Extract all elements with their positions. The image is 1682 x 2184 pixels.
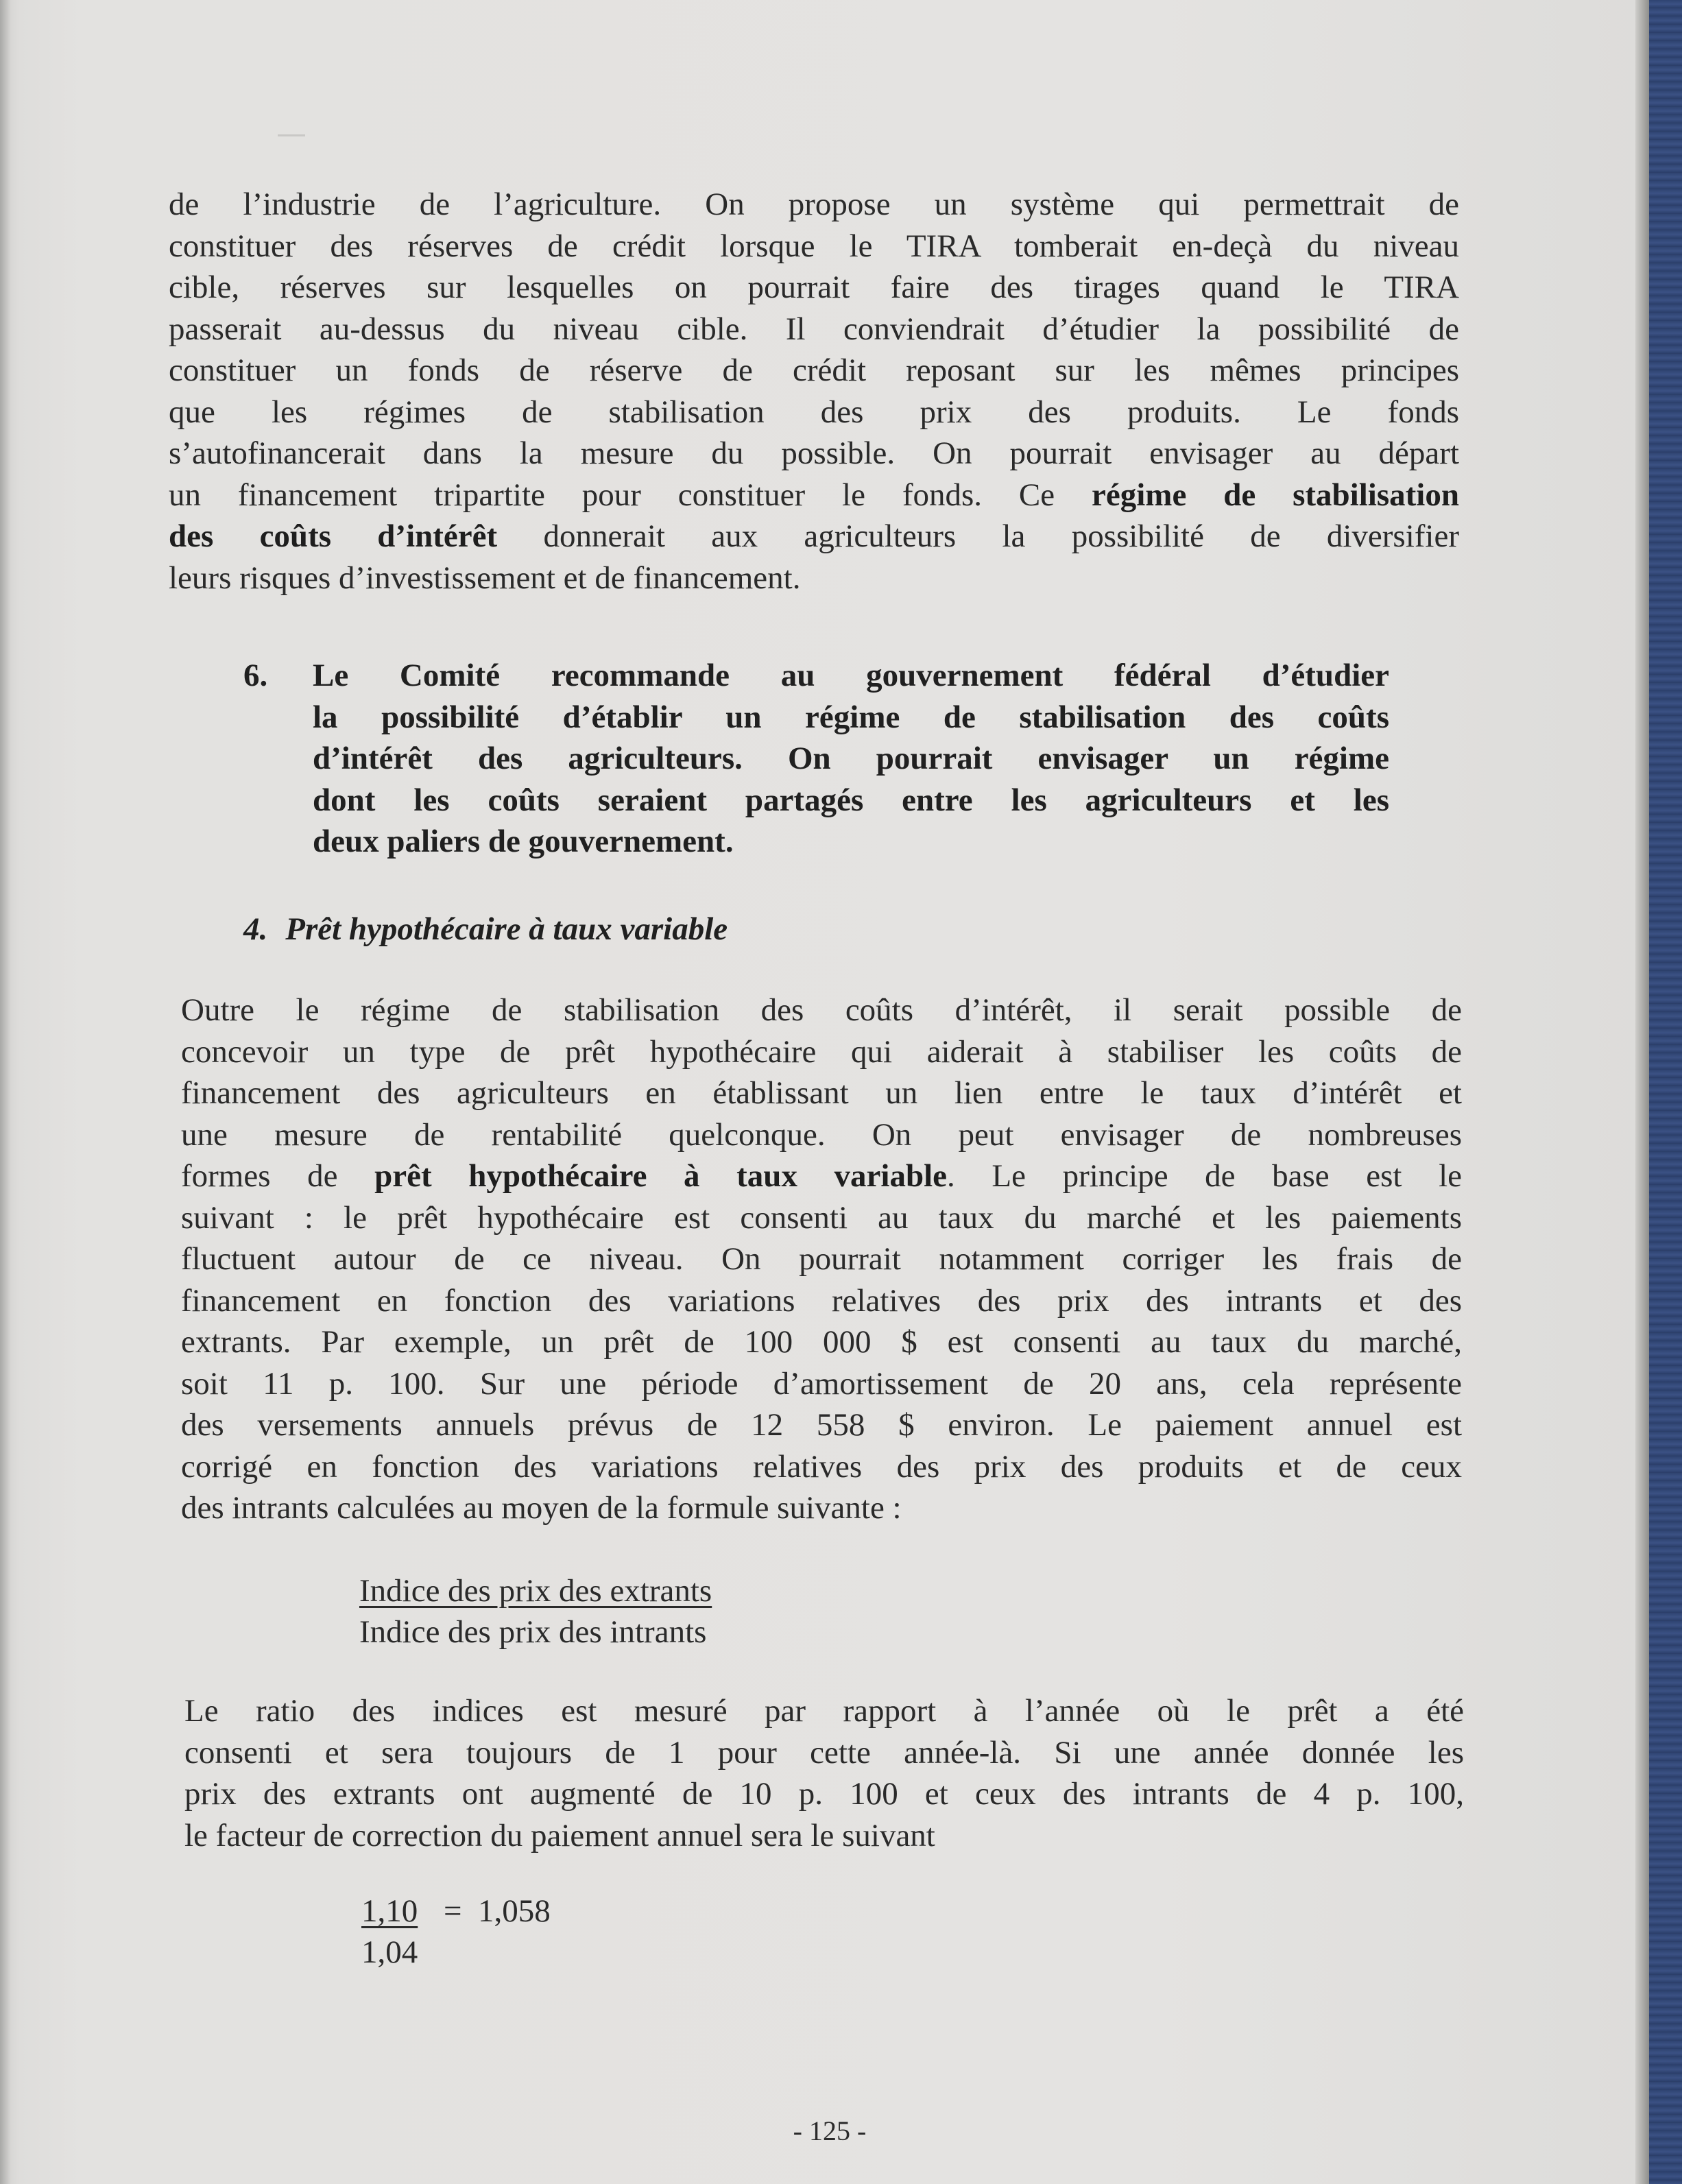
- formula-numerator: Indice des prix des extrants: [359, 1573, 712, 1609]
- formula-result: [444, 1891, 551, 1932]
- section-number: 4.: [243, 911, 268, 947]
- bold-term: régime de stabilisation: [1092, 477, 1459, 513]
- text-line: suivant : le prêt hypothécaire est consenti au taux du marché et les paiements: [181, 1199, 1462, 1236]
- page-edge: [1635, 0, 1649, 2184]
- text-line: [181, 1155, 1462, 1197]
- page-gutter-shadow: [0, 0, 11, 2184]
- text-line: constituer un fonds de réserve de crédit reposant sur les mêmes principes: [169, 352, 1459, 388]
- section-title: Prêt hypothécaire à taux variable: [285, 911, 728, 947]
- recommendation-text: [313, 655, 1389, 863]
- result-value: 1,058: [478, 1893, 551, 1929]
- text-run: . Le principe de base est le: [947, 1158, 1462, 1194]
- formula-numerator: 1,10: [361, 1893, 418, 1929]
- text-line: Le ratio des indices est mesuré par rapport à l’année où le prêt a été: [184, 1693, 1464, 1729]
- bold-term: des coûts d’intérêt: [169, 518, 498, 554]
- text-line: Outre le régime de stabilisation des coûts d’intérêt, il serait possible de: [181, 992, 1462, 1028]
- scan-mark: [278, 134, 305, 136]
- text-line: [169, 516, 1459, 557]
- recommendation-number: 6.: [243, 658, 268, 693]
- text-line: que les régimes de stabilisation des prix des produits. Le fonds: [169, 394, 1459, 430]
- text-line: financement en fonction des variations relatives des prix des intrants et des: [181, 1282, 1462, 1319]
- text-line: extrants. Par exemple, un prêt de 100 000 $ est consenti au taux du marché,: [181, 1324, 1462, 1360]
- paragraph-credit-reserve: [169, 184, 1459, 599]
- book-cover-edge: [1649, 0, 1682, 2184]
- text-line: dont les coûts seraient partagés entre les agriculteurs et les: [313, 782, 1389, 818]
- text-line: constituer des réserves de crédit lorsque le TIRA tomberait en-deçà du niveau: [169, 228, 1459, 264]
- text-line: corrigé en fonction des variations relatives des prix des produits et de ceux: [181, 1448, 1462, 1485]
- text-line: passerait au-dessus du niveau cible. Il conviendrait d’étudier la possibilité de: [169, 311, 1459, 347]
- text-line: des versements annuels prévus de 12 558 $ environ. Le paiement annuel est: [181, 1407, 1462, 1443]
- text-run: donnerait aux agriculteurs la possibilité de diversifier: [497, 518, 1459, 554]
- paragraph-variable-rate-mortgage: [181, 989, 1462, 1529]
- text-line: fluctuent autour de ce niveau. On pourrait notamment corriger les frais de: [181, 1241, 1462, 1277]
- text-line: Le Comité recommande au gouvernement fédéral d’étudier: [313, 658, 1389, 693]
- correction-factor-formula: [361, 1891, 551, 1973]
- text-line: des intrants calculées au moyen de la formule suivante :: [181, 1490, 902, 1526]
- page-number: - 125 -: [793, 2115, 867, 2146]
- text-line: prix des extrants ont augmenté de 10 p. 100 et ceux des intrants de 4 p. 100,: [184, 1776, 1464, 1812]
- equals-sign: =: [444, 1893, 462, 1929]
- bold-term: prêt hypothécaire à taux variable: [374, 1158, 948, 1194]
- text-line: s’autofinancerait dans la mesure du possible. On pourrait envisager au départ: [169, 435, 1459, 471]
- text-line: le facteur de correction du paiement annuel sera le suivant: [184, 1817, 935, 1853]
- text-line: deux paliers de gouvernement.: [313, 824, 734, 859]
- text-line: une mesure de rentabilité quelconque. On peut envisager de nombreuses: [181, 1116, 1462, 1153]
- text-line: cible, réserves sur lesquelles on pourrait faire des tirages quand le TIRA: [169, 269, 1459, 305]
- text-line: d’intérêt des agriculteurs. On pourrait envisager un régime: [313, 741, 1389, 776]
- formula-denominator: Indice des prix des intrants: [359, 1614, 707, 1650]
- text-line: financement des agriculteurs en établissant un lien entre le taux d’intérêt et: [181, 1075, 1462, 1111]
- text-line: consenti et sera toujours de 1 pour cette année-là. Si une année donnée les: [184, 1734, 1464, 1771]
- text-run: un financement tripartite pour constituer le fonds. Ce: [169, 477, 1092, 513]
- text-line: concevoir un type de prêt hypothécaire qui aiderait à stabiliser les coûts de: [181, 1033, 1462, 1070]
- text-line: leurs risques d’investissement et de financement.: [169, 560, 801, 596]
- section-heading: [243, 909, 728, 950]
- text-line: soit 11 p. 100. Sur une période d’amortissement de 20 ans, cela représente: [181, 1365, 1462, 1402]
- text-line: la possibilité d’établir un régime de stabilisation des coûts: [313, 699, 1389, 735]
- paragraph-index-ratio: [184, 1690, 1464, 1856]
- index-ratio-formula: [359, 1570, 712, 1653]
- text-run: formes de: [181, 1158, 375, 1194]
- formula-denominator: 1,04: [361, 1934, 418, 1970]
- text-line: de l’industrie de l’agriculture. On propose un système qui permettrait de: [169, 187, 1459, 222]
- text-line: [169, 475, 1459, 516]
